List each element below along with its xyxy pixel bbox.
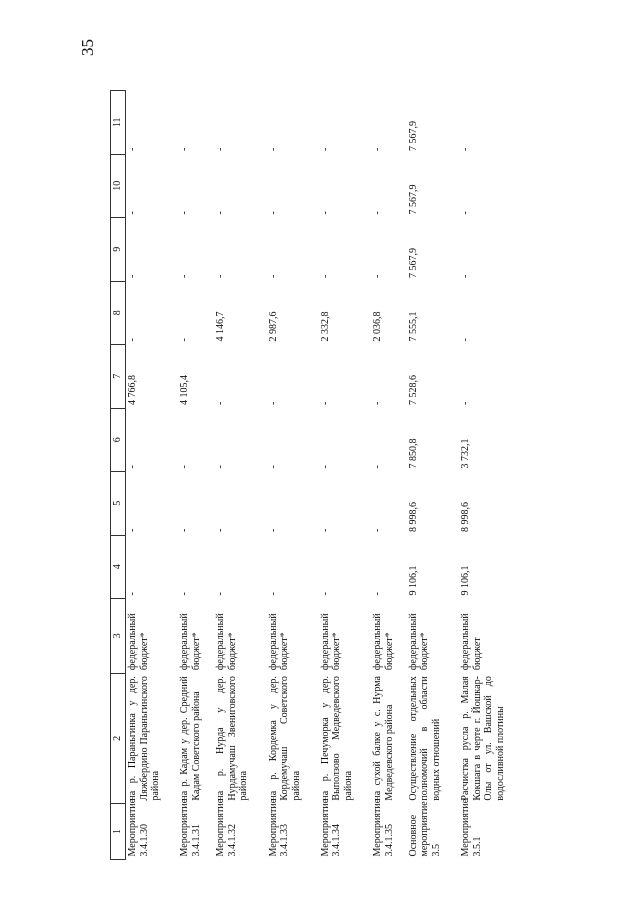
row-value: 2 036,8 [372,311,384,342]
row-source: федеральный бюджет* [407,613,431,671]
row-id: Мероприятие 3.4.1.35 [372,798,395,857]
row-value: 4 146,7 [215,311,227,342]
row-value: - [127,592,138,596]
table-row [371,91,407,860]
column-header: 10 [111,154,126,218]
row-description: на р. Кадам у дер. Средний Кадам Советского района [179,676,202,801]
row-value: - [179,274,191,279]
row-value: - [179,338,191,342]
row-source: федеральный бюджет* [179,613,202,671]
row-id: Мероприятие 3.4.1.33 [267,798,291,857]
row-id: Мероприятие 3.5.1 [460,798,483,857]
row-source: федеральный бюджет* [215,613,238,671]
row-source: федеральный бюджет* [267,613,291,671]
row-value: 4 766,8 [127,375,138,406]
row-value: 7 555,1 [407,311,419,342]
row-description: Расчистка русла р. Малая Кокшага в черте г. Йошкар-Олы от ул. Вашской до водосливной плотины [460,676,506,801]
row-value: - [460,338,472,342]
row-value: - [372,211,384,215]
row-value: - [179,147,191,152]
row-value: - [267,274,279,279]
row-description: на р. Параньгинка у дер. Ляжбердино Параньгинского района [127,676,161,801]
row-description: на р. Нурда у дер. Нурдамучаш Звениговского района [215,676,250,801]
row-value: - [127,274,138,279]
row-value: - [267,528,279,533]
row-value: - [460,401,472,406]
row-value: - [319,211,331,215]
row-value: - [372,528,384,533]
row-value: - [267,592,279,596]
table-row [319,91,371,860]
row-source: федеральный бюджет* [372,613,395,671]
row-value: - [179,211,191,215]
row-value: 7 528,6 [407,375,419,406]
column-header: 5 [111,472,126,536]
row-value: - [319,147,331,152]
row-value: 8 998,6 [407,502,419,533]
row-value: - [127,147,138,152]
row-source: федеральный бюджет* [127,613,150,671]
row-value: - [127,465,138,469]
column-header: 1 [111,804,126,860]
row-value: - [215,401,227,406]
row-value: - [267,147,279,152]
row-value: 7 850,8 [407,438,419,469]
row-value: - [179,465,191,469]
row-value: 8 998,6 [460,502,472,533]
row-value: - [372,465,384,469]
row-value: - [460,147,472,152]
row-value: - [372,274,384,279]
row-value: - [127,338,138,342]
row-value: - [460,274,472,279]
row-value: 9 106,1 [407,565,419,596]
column-header: 8 [111,281,126,345]
row-source: федеральный бюджет* [319,613,343,671]
row-value: - [319,465,331,469]
row-id: Мероприятие 3.4.1.34 [319,798,343,857]
row-id: Основное мероприятие 3.5 [407,801,442,857]
row-value: - [215,211,227,215]
table-row [267,91,319,860]
row-id: Мероприятие 3.4.1.30 [127,798,150,857]
row-value: 2 332,8 [319,311,331,342]
row-value: - [267,465,279,469]
row-value: - [319,274,331,279]
row-value: - [179,592,191,596]
row-value: - [215,147,227,152]
table-row [214,91,266,860]
row-value: - [319,592,331,596]
table-row [178,91,214,860]
table-row [459,91,528,860]
row-description: на сухой балке у с. Нурма Медведевского района [372,676,395,801]
row-value: - [372,401,384,406]
row-value: 2 987,6 [267,311,279,342]
row-value: - [319,528,331,533]
row-source: федеральный бюджет [460,613,483,671]
row-value: - [267,401,279,406]
row-value: 7 567,9 [407,184,419,215]
column-header: 4 [111,535,126,599]
page-number: 35 [78,39,97,56]
table-row [126,91,179,860]
row-value: 9 106,1 [460,565,472,596]
row-value: - [215,528,227,533]
table-row [407,91,459,860]
row-value: - [372,147,384,152]
column-header: 6 [111,408,126,472]
row-value: - [127,211,138,215]
budget-table [110,90,528,860]
column-header: 7 [111,345,126,409]
row-value: - [215,592,227,596]
row-value: - [179,528,191,533]
row-description: на р. Кордемка у дер. Кордемучаш Советского района [267,676,302,801]
row-value: - [319,401,331,406]
rotated-page [110,90,528,860]
column-header: 11 [111,91,126,155]
column-header: 9 [111,218,126,282]
row-value: 7 567,9 [407,248,419,279]
row-value: - [127,528,138,533]
row-description: на р. Печуморка у дер. Выползово Медведевского района [319,676,354,801]
row-value: 7 567,9 [407,121,419,152]
row-value: 4 105,4 [179,375,191,406]
row-value: - [215,465,227,469]
row-id: Мероприятие 3.4.1.32 [215,798,238,857]
row-value: 3 732,1 [460,438,472,469]
row-value: - [215,274,227,279]
row-value: - [372,592,384,596]
row-description: Осуществление отдельных полномочий в области водных отношений [407,676,442,801]
row-value: - [267,211,279,215]
row-value: - [460,211,472,215]
table-header-row [111,91,126,860]
column-header: 2 [111,673,126,803]
row-id: Мероприятие 3.4.1.31 [179,798,202,857]
column-header: 3 [111,599,126,674]
